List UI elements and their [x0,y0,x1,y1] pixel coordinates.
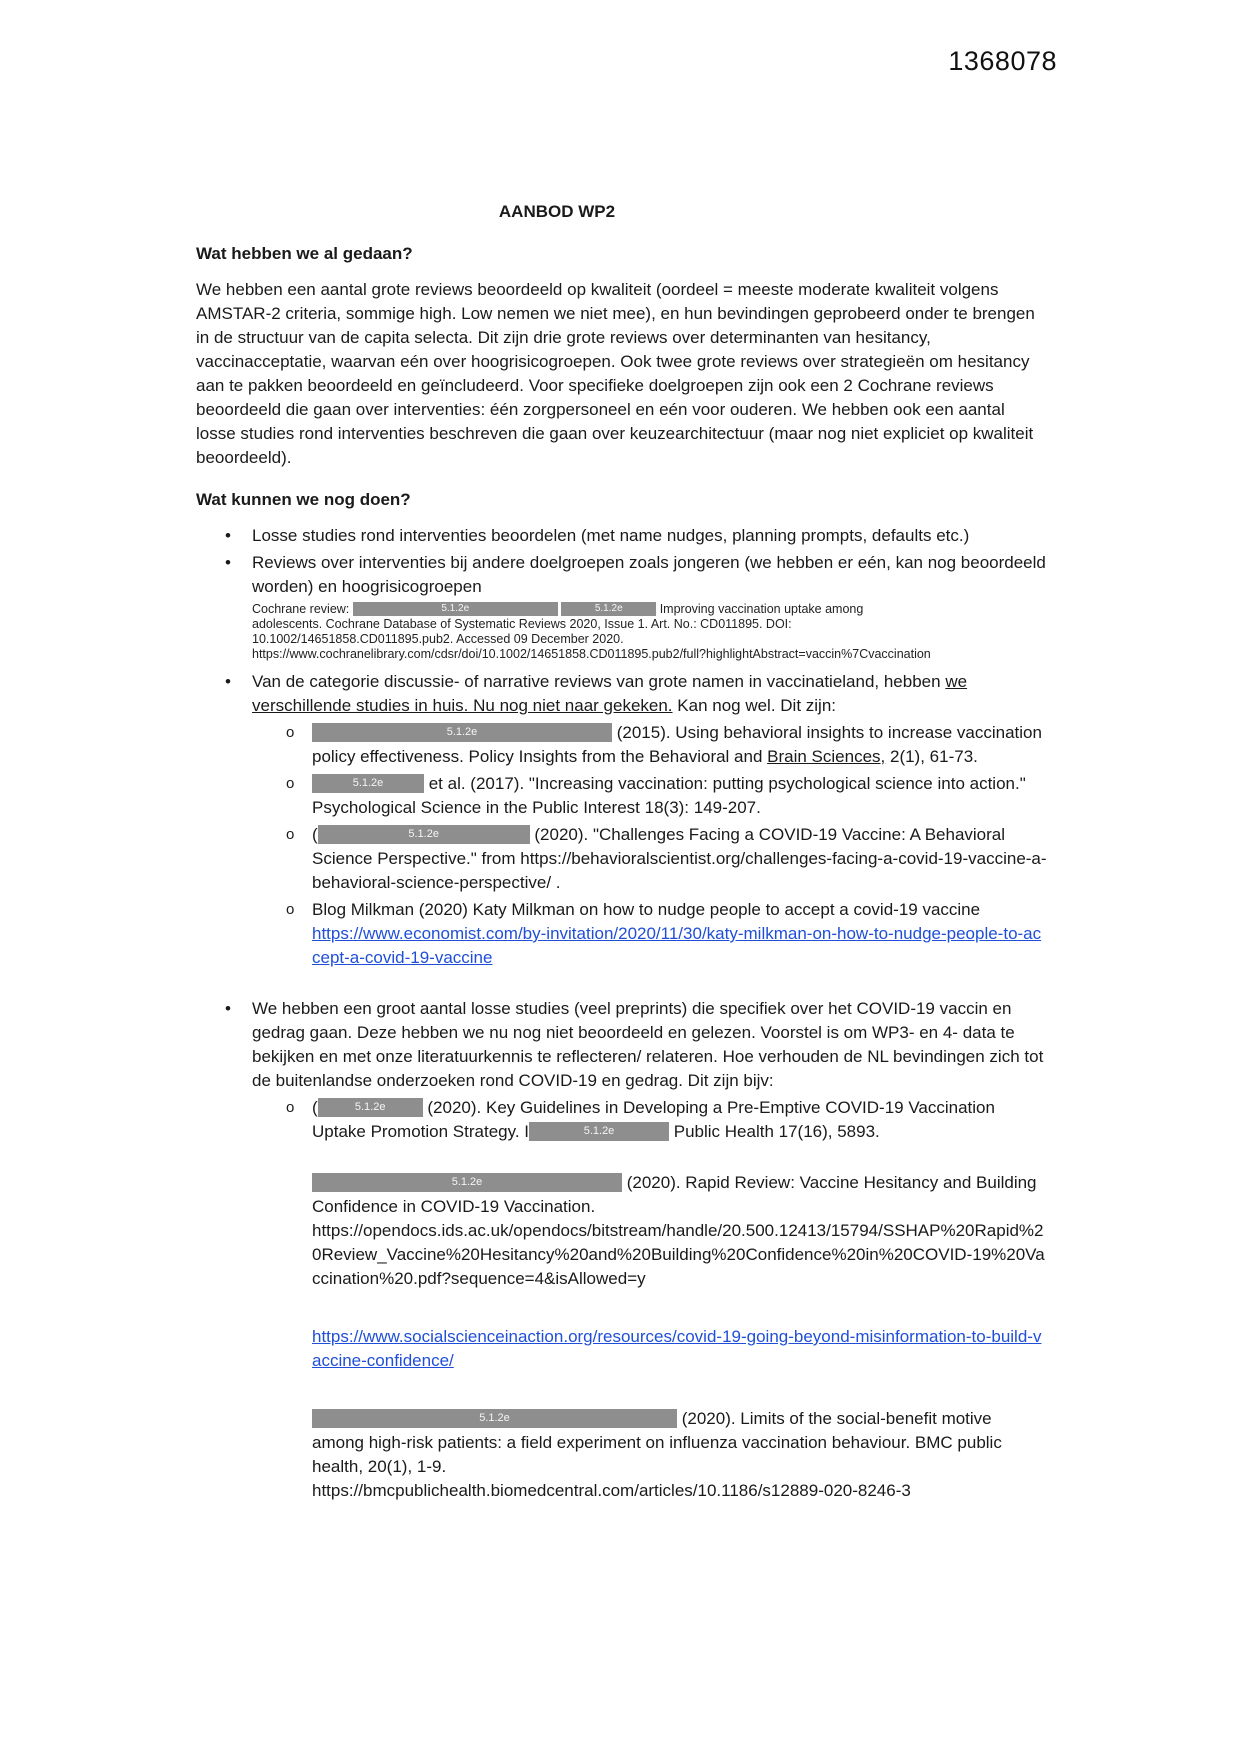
text-run: Brain Sciences, [767,747,886,766]
redaction-bar: 5.1.2e [561,602,656,616]
item-text [252,524,1048,548]
bullet-item [218,551,1048,599]
indented-paragraph [312,1325,1048,1373]
section-heading: Wat hebben we al gedaan? [196,244,413,263]
document-body [196,242,1048,1503]
text-run: (2020). "Challenges Facing a COVID-19 Vaccine: A Behavioral Science Perspective." from [312,825,1006,868]
sub-bullet-item [284,1096,1048,1144]
text-run: Public Health 17(16), 5893. [669,1122,880,1141]
item-text [312,772,1048,820]
blank-line [196,973,1048,997]
item-text [312,823,1048,895]
section-heading: Wat kunnen we nog doen? [196,490,411,509]
circle-marker: o [286,826,295,843]
text-run: Kan nog wel. Dit zijn: [672,696,837,715]
text-run: . [551,873,561,892]
text-run: we verschillende studies in huis. Nu nog niet naar gekeken. [252,672,968,715]
bullet-item [218,524,1048,548]
text-run: We hebben een aantal grote reviews beoordeeld op kwaliteit (oordeel = meeste moderate kwaliteit volgens AMSTAR-2 criteria, sommige high. Low nemen we niet mee), en hun bevindingen geprobeerd onder te brengen in de structuur van de capita selecta. Dit zijn drie grote reviews over determinanten van hesitancy, vaccinacceptatie, waarvan eén over hoogrisicogroepen. Ook twee grote reviews over strategieën om hesitancy aan te pakken beoordeeld en geïncludeerd. Voor specifieke doelgroepen zijn ook een 2 Cochrane reviews beoordeeld die gaan over interventies: één zorgpersoneel en eén voor ouderen. We hebben ook een aantal losse studies rond interventies beschreven die gaan over keuzearchitectuur (maar nog niet expliciet op kwaliteit beoordeeld). [196,280,1035,467]
redaction-bar: 5.1.2e [529,1122,669,1141]
sub-bullet-item [284,823,1048,895]
text-run: (2020). Key Guidelines in Developing a Pre-Emptive COVID-19 Vaccination Uptake Promotion Strategy. I [312,1098,995,1141]
text-run: Blog Milkman (2020) Katy Milkman on how to nudge people to accept a covid-19 vaccine [312,900,981,919]
indented-paragraph [312,1171,1048,1291]
bullet-item [218,997,1048,1093]
redaction-bar: 5.1.2e [318,825,530,844]
text-run: https://bmcpublichealth.biomedcentral.com/articles/10.1186/s12889-020-8246-3 [312,1481,911,1500]
circle-marker: o [286,724,295,741]
item-text [312,898,1048,970]
text-run: https://opendocs.ids.ac.uk/opendocs/bitstream/handle/20.500.12413/15794/SSHAP%20Rapid%20Review_Vaccine%20Hesitancy%20and%20Building%20Confidence%20in%20COVID-19%20Vaccination%20.pdf?sequence=4&isAllowed=y [312,1221,1045,1288]
redaction-bar: 5.1.2e [312,1409,677,1428]
hyperlink[interactable]: https://www.socialscienceinaction.org/resources/covid-19-going-beyond-misinformation-to-build-vaccine-confidence/ [312,1327,1042,1370]
bullet-item [218,670,1048,718]
sub-bullet-item [284,721,1048,769]
bullet-marker: • [225,999,231,1018]
text-run: Van de categorie discussie- of narrative reviews van grote namen in vaccinatieland, hebben [252,672,946,691]
blank-line [196,1383,1048,1407]
text-run: et al. (2017). "Increasing vaccination: putting psychological science into action." Psychological Science in the Public Interest 18(3): 149-207. [312,774,1026,817]
text-run: ( [312,1098,318,1117]
item-text [252,551,1048,599]
hyperlink[interactable]: https://www.economist.com/by-invitation/2020/11/30/katy-milkman-on-how-to-nudge-people-to-accept-a-covid-19-vaccine [312,924,1042,967]
redaction-bar: 5.1.2e [312,723,612,742]
page-title: AANBOD WP2 [498,202,616,221]
text-run: (2015). Using behavioral insights to increase vaccination policy effectiveness. Policy Insights from the Behavioral and [312,723,1042,766]
citation-small-print [252,602,1048,662]
item-text [312,721,1048,769]
text-run: We hebben een groot aantal losse studies (veel preprints) die specifiek over het COVID-19 vaccin en gedrag gaan. Deze hebben we nu nog niet beoordeeld en gelezen. Voorstel is om WP3- en 4- data te bekijken en met onze literatuurkennis te reflecteren/ relateren. Hoe verhouden de NL bevindingen zich tot de buitenlandse onderzoeken rond COVID-19 en gedrag. Dit zijn bijv: [252,999,1044,1090]
text-run: (2020). Rapid Review: Vaccine Hesitancy and Building Confidence in COVID-19 Vaccination. [312,1173,1037,1216]
text-run: (2020). Limits of the social-benefit motive among high-risk patients: a field experiment on influenza vaccination behaviour. BMC public health, 20(1), 1-9. [312,1409,1002,1476]
text-run: 10.1002/14651858.CD011895.pub2. Accessed 09 December 2020. [252,632,624,646]
item-text [252,670,1048,718]
sub-bullet-item [284,772,1048,820]
text-run: https://behavioralscientist.org/challenges-facing-a-covid-19-vaccine-a-behavioral-science-perspective/ [312,849,1047,892]
text-run: 2(1), 61-73. [885,747,978,766]
text-run: ( [312,825,318,844]
text-run: https://www.cochranelibrary.com/cdsr/doi/10.1002/14651858.CD011895.pub2/full?highlightAbstract=vaccin%7Cvaccination [252,647,931,661]
text-run: Improving vaccination uptake among [656,602,864,616]
paragraph [196,278,1048,470]
item-text [312,1096,1048,1144]
circle-marker: o [286,901,295,918]
redaction-bar: 5.1.2e [312,1173,622,1192]
circle-marker: o [286,775,295,792]
bullet-marker: • [225,526,231,545]
text-run: adolescents. Cochrane Database of Systematic Reviews 2020, Issue 1. Art. No.: CD011895. DOI: [252,617,792,631]
blank-line [196,1301,1048,1325]
redaction-bar: 5.1.2e [312,774,424,793]
bullet-marker: • [225,553,231,572]
redaction-bar: 5.1.2e [318,1098,423,1117]
text-run: Cochrane review: [252,602,353,616]
redaction-bar: 5.1.2e [353,602,558,616]
bullet-marker: • [225,672,231,691]
indented-paragraph [312,1407,1048,1503]
item-text [252,997,1048,1093]
doc-number: 1368078 [948,46,1057,76]
text-run: Losse studies rond interventies beoordelen (met name nudges, planning prompts, defaults etc.) [252,526,970,545]
circle-marker: o [286,1099,295,1116]
sub-bullet-item [284,898,1048,970]
text-run: Reviews over interventies bij andere doelgroepen zoals jongeren (we hebben er eén, kan nog beoordeeld worden) en hoogrisicogroepen [252,553,1046,596]
blank-line [196,1147,1048,1171]
